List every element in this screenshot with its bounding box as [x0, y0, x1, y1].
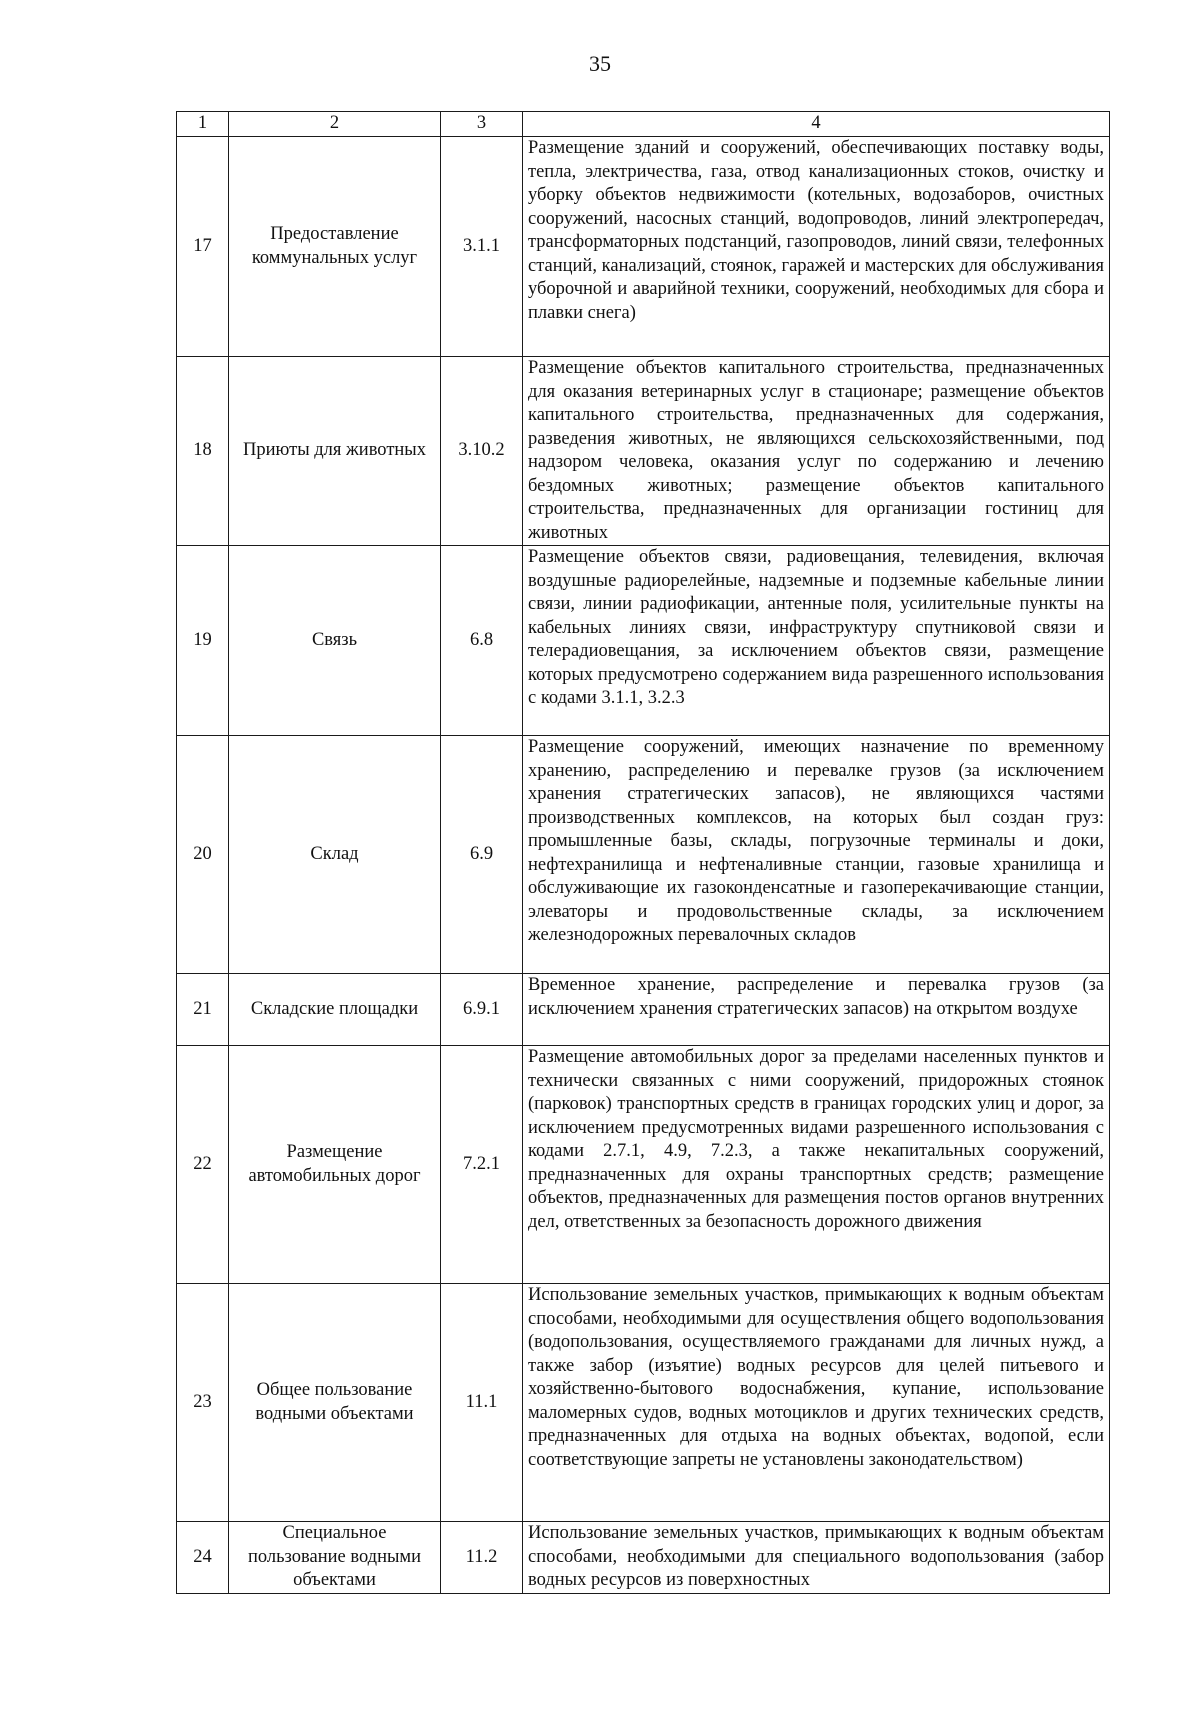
row-code: 3.10.2	[441, 357, 523, 546]
row-name: Общее пользование водными объектами	[229, 1284, 441, 1522]
row-code: 11.2	[441, 1522, 523, 1594]
header-col-2: 2	[229, 112, 441, 137]
row-description: Использование земельных участков, примыкающих к водным объектам способами, необходимыми для осуществления общего водопользования (водопользования, осуществляемого гражданами для личных нужд, а также забор (изъятие) водных ресурсов для целей питьевого и хозяйственно-бытового водоснабжения, купание, использование маломерных судов, водных мотоциклов и других технических средств, предназначенных для отдыха на водных объектах, водопой, если соответствующие запреты не установлены законодательством)	[523, 1284, 1110, 1522]
row-description: Временное хранение, распределение и перевалка грузов (за исключением хранения стратегических запасов) на открытом воздухе	[523, 974, 1110, 1046]
row-description: Размещение зданий и сооружений, обеспечивающих поставку воды, тепла, электричества, газа, отвод канализационных стоков, очистку и уборку объектов недвижимости (котельных, водозаборов, очистных сооружений, насосных станций, водопроводов, линий электропередач, трансформаторных подстанций, газопроводов, линий связи, телефонных станций, канализаций, стоянок, гаражей и мастерских для обслуживания уборочной и аварийной техники, сооружений, необходимых для сбора и плавки снега)	[523, 137, 1110, 357]
page-number: 35	[589, 51, 611, 76]
table-row	[177, 1046, 1110, 1284]
header-row	[177, 112, 1110, 137]
row-name: Связь	[229, 546, 441, 736]
row-code: 7.2.1	[441, 1046, 523, 1284]
row-description: Размещение автомобильных дорог за пределами населенных пунктов и технически связанных с ними сооружений, придорожных стоянок (парковок) транспортных средств в границах городских улиц и дорог, за исключением предусмотренных видами разрешенного использования с кодами 2.7.1, 4.9, 7.2.3, а также некапитальных сооружений, предназначенных для охраны транспортных средств; размещение объектов, предназначенных для размещения постов органов внутренних дел, ответственных за безопасность дорожного движения	[523, 1046, 1110, 1284]
table-body	[177, 137, 1110, 1594]
row-description: Размещение сооружений, имеющих назначение по временному хранению, распределению и перевалке грузов (за исключением хранения стратегических запасов), не являющихся частями производственных комплексов, на которых был создан груз: промышленные базы, склады, погрузочные терминалы и доки, нефтехранилища и нефтеналивные станции, газовые хранилища и обслуживающие их газоконденсатные и газоперекачивающие станции, элеваторы и продовольственные склады, за исключением железнодорожных перевалочных складов	[523, 736, 1110, 974]
row-name: Специальное пользование водными объектами	[229, 1522, 441, 1594]
row-code: 3.1.1	[441, 137, 523, 357]
row-name: Размещение автомобильных дорог	[229, 1046, 441, 1284]
land-use-table	[176, 111, 1110, 1594]
header-col-3: 3	[441, 112, 523, 137]
table-row	[177, 137, 1110, 357]
row-name: Предоставление коммунальных услуг	[229, 137, 441, 357]
row-code: 6.8	[441, 546, 523, 736]
header-col-4: 4	[523, 112, 1110, 137]
table-row	[177, 736, 1110, 974]
row-number: 17	[177, 137, 229, 357]
table-header	[177, 112, 1110, 137]
table-row	[177, 974, 1110, 1046]
row-number: 20	[177, 736, 229, 974]
row-description: Использование земельных участков, примыкающих к водным объектам способами, необходимыми для специального водопользования (забор водных ресурсов из поверхностных	[523, 1522, 1110, 1594]
row-description: Размещение объектов связи, радиовещания, телевидения, включая воздушные радиорелейные, надземные и подземные кабельные линии связи, линии радиофикации, антенные поля, усилительные пункты на кабельных линиях связи, инфраструктуру спутниковой связи и телерадиовещания, за исключением объектов связи, размещение которых предусмотрено содержанием вида разрешенного использования с кодами 3.1.1, 3.2.3	[523, 546, 1110, 736]
row-code: 6.9	[441, 736, 523, 974]
row-number: 21	[177, 974, 229, 1046]
row-name: Приюты для животных	[229, 357, 441, 546]
row-number: 24	[177, 1522, 229, 1594]
row-name: Склад	[229, 736, 441, 974]
row-name: Складские площадки	[229, 974, 441, 1046]
header-col-1: 1	[177, 112, 229, 137]
row-code: 6.9.1	[441, 974, 523, 1046]
row-code: 11.1	[441, 1284, 523, 1522]
table-row	[177, 1284, 1110, 1522]
table-row	[177, 1522, 1110, 1594]
row-number: 23	[177, 1284, 229, 1522]
table-row	[177, 546, 1110, 736]
row-number: 19	[177, 546, 229, 736]
row-number: 18	[177, 357, 229, 546]
row-description: Размещение объектов капитального строительства, предназначенных для оказания ветеринарных услуг в стационаре; размещение объектов капитального строительства, предназначенных для содержания, разведения животных, не являющихся сельскохозяйственными, под надзором человека, оказания услуг по содержанию и лечению бездомных животных; размещение объектов капитального строительства, предназначенных для организации гостиниц для животных	[523, 357, 1110, 546]
table-row	[177, 357, 1110, 546]
row-number: 22	[177, 1046, 229, 1284]
